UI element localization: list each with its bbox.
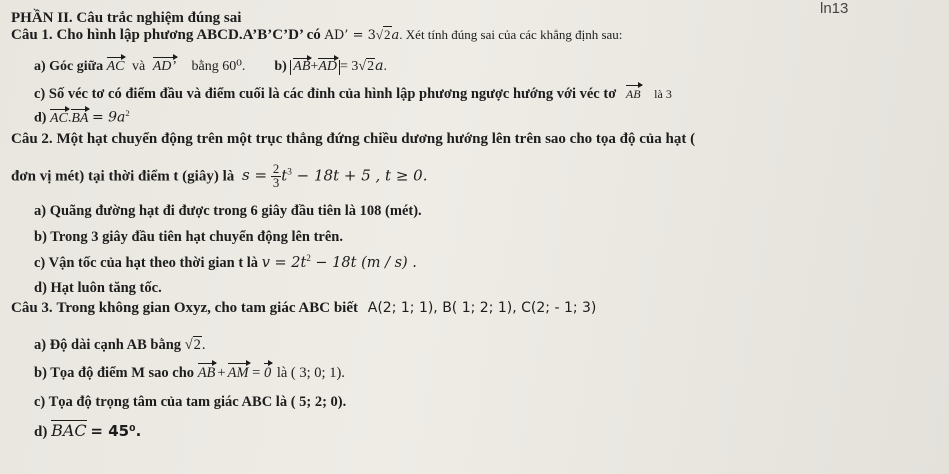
q1-option-c — [34, 86, 672, 103]
q2-option-b: b) Trong 3 giây đầu tiên hạt chuyển động lên trên. — [34, 229, 343, 245]
section-title: PHẦN II. Câu trắc nghiệm đúng sai — [11, 10, 242, 26]
q1b-vector-ab: AB — [293, 59, 311, 74]
q1b-var: a — [375, 58, 384, 74]
q3-points: A(2; 1; 1), B( 1; 2; 1), C(2; - 1; 3) — [367, 300, 597, 316]
q3b-vector-am: AM — [227, 365, 249, 381]
q3a-sqrt: √2 — [184, 337, 201, 353]
q1-stem — [11, 27, 622, 44]
q2c-formula-rest: − 18t (m / s) . — [310, 254, 417, 271]
q3a-end: . — [201, 337, 206, 353]
q3b-text: b) Tọa độ điểm M sao cho — [34, 365, 195, 381]
q2c-exp: 2 — [306, 253, 311, 263]
q1d-label: d) — [34, 110, 47, 126]
q2-stem-line2 — [11, 163, 428, 191]
q2-formula-exp: 3 — [287, 167, 292, 178]
q2-formula-s: s = — [242, 166, 268, 185]
q1c-label: c) — [34, 86, 46, 102]
q1c-text: Số véc tơ có điểm đầu và điểm cuối là các đỉnh của hình lập phương ngược hướng với véc tơ — [48, 86, 617, 102]
q1b-sqrt: √2 — [358, 59, 375, 74]
q1a-vector-ad: AD’ — [152, 59, 177, 74]
q1a-vector-ac: AC — [106, 59, 125, 74]
q1b-eq: = 3 — [339, 59, 359, 74]
q1c-end: là 3 — [654, 87, 672, 101]
q1d-eq: = 9a — [91, 109, 126, 126]
q3d-value: = 45⁰. — [90, 422, 142, 440]
q3d-label: d) — [34, 424, 48, 440]
q1-stem-end: . Xét tính đúng sai của các khẳng định sau: — [399, 27, 623, 42]
q1b-abs — [290, 60, 340, 75]
q1-given-var: a — [391, 28, 400, 43]
q2-option-d: d) Hạt luôn tăng tốc. — [34, 280, 162, 296]
q3-option-a — [34, 337, 206, 354]
q3b-vector-ab: AB — [197, 365, 216, 381]
q1b-label: b) — [274, 59, 287, 74]
q1-stem-text: Cho hình lập phương ABCD.A’B’C’D’ có — [56, 27, 321, 43]
q1d-vector-ac: AC — [49, 110, 68, 126]
q1a-and: và — [131, 59, 146, 74]
q3-option-d — [34, 421, 141, 441]
q2c-text: c) Vận tốc của hạt theo thời gian t là — [34, 254, 259, 271]
q2-option-c — [34, 253, 417, 272]
q3-option-c: c) Tọa độ trọng tâm của tam giác ABC là ( 5; 2; 0). — [34, 394, 347, 410]
q2-stem-text-2: đơn vị mét) tại thời điểm t (giây) là — [11, 168, 235, 185]
q1-given-sqrt: √2 — [375, 27, 391, 42]
q1b-end: . — [383, 59, 387, 74]
q3-stem-text: Trong không gian Oxyz, cho tam giác ABC biết — [56, 300, 358, 316]
q1a-label: a) — [34, 59, 46, 74]
q2-label: Câu 2. — [11, 131, 53, 147]
q1-option-ab — [34, 58, 387, 75]
q3-option-b — [34, 365, 345, 382]
q1c-vector-ab: AB — [625, 87, 641, 101]
page-corner-label: ln13 — [820, 0, 849, 17]
q1-label: Câu 1. — [11, 27, 53, 43]
q1a-angle-value: bằng 60⁰. — [191, 59, 246, 74]
q1a-text: Góc giữa — [49, 59, 104, 74]
q2-stem-line1 — [11, 131, 695, 148]
q2-formula-t: t — [281, 166, 288, 185]
q3d-angle: BAC — [51, 421, 87, 440]
q3b-plus: + — [217, 365, 226, 381]
q2-option-a: a) Quãng đường hạt đi được trong 6 giây đầu tiên là 108 (mét). — [34, 203, 422, 219]
q1d-exp: 2 — [125, 108, 130, 118]
q1-given: AD’ = 3 — [324, 28, 376, 43]
q3b-zero-vector: 0 — [263, 365, 272, 381]
q3-label: Câu 3. — [11, 300, 53, 316]
q3a-text: a) Độ dài cạnh AB bằng — [34, 337, 182, 353]
q2-fraction: $\frac{2}{3}$ — [272, 162, 280, 191]
q3-stem — [11, 300, 596, 317]
q2-stem-text: Một hạt chuyển động trên một trục thẳng đứng chiều dương hướng lên trên sao cho tọa độ của hạt ( — [56, 131, 696, 147]
q2c-formula: v = 2t — [261, 254, 307, 271]
q1-option-d — [34, 108, 130, 127]
q2-formula-rest: − 18t + 5 , t ≥ 0. — [291, 166, 428, 185]
q1b-plus: + — [310, 59, 319, 74]
q3b-eq: = — [252, 365, 261, 381]
q1b-vector-ad: AD — [318, 59, 337, 74]
q1d-vector-ba: BA — [71, 110, 89, 126]
q1d-dot: . — [67, 110, 72, 126]
q3b-end: là ( 3; 0; 1). — [276, 365, 345, 381]
